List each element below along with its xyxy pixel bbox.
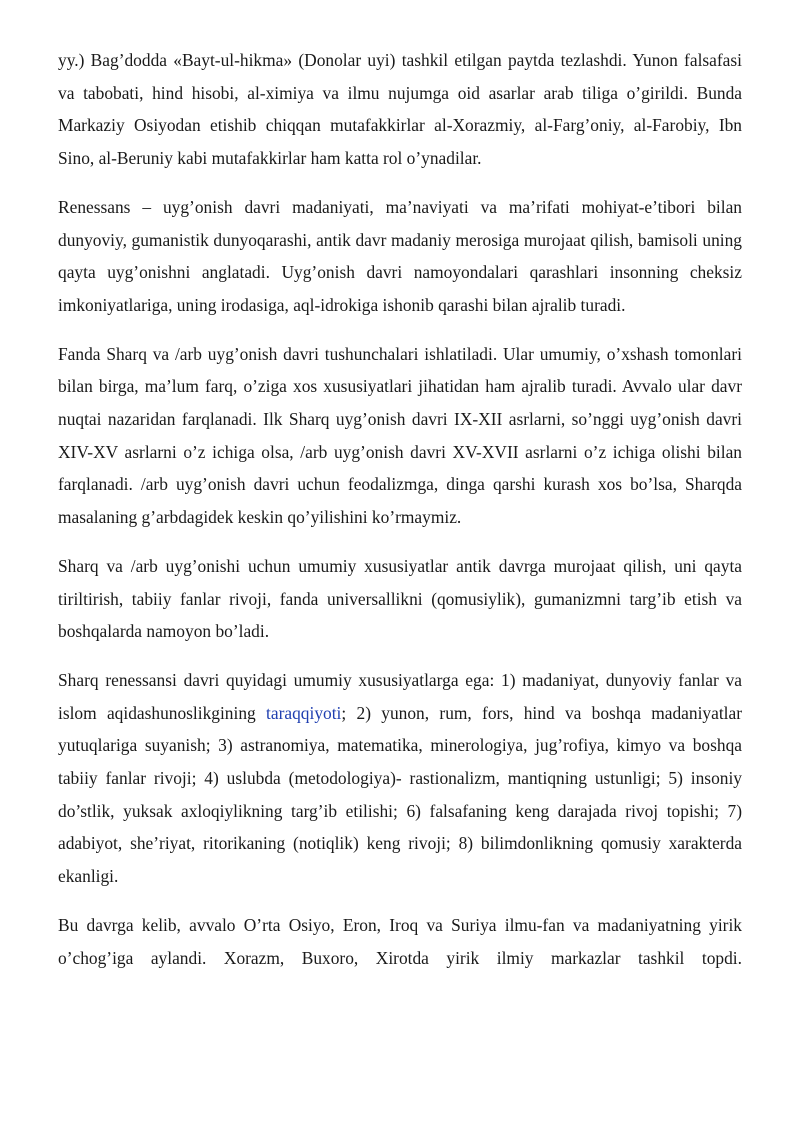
taraqqiyoti-link[interactable]: taraqqiyoti [266, 702, 342, 723]
paragraph-scientific-centers: Bu davrga kelib, avvalo O’rta Osiyo, Eron, Iroq va Suriya ilmu-fan va madaniyatning yirik o’chog’iga aylandi. Xorazm, Buxoro, Xirotda yirik ilmiy markazlar tashkil topdi. [58, 914, 742, 968]
paragraph-east-west-renaissance: Fanda Sharq va /arb uyg’onish davri tushunchalari ishlatiladi. Ular umumiy, o’xshash tomonlari bilan birga, ma’lum farq, o’ziga xos xususiyatlari jihatidan ham ajralib turadi. Avvalo ular davr nuqtai nazaridan farqlanadi. Ilk Sharq uyg’onish davri IX-XII asrlarni, so’nggi uyg’onish davri XIV-XV asrlarni o’z ichiga olsa, /arb uyg’onish davri XV-XVII asrlarni o’z ichiga olishi bilan farqlanadi. /arb uyg’onish davri uchun feodalizmga, dinga qarshi kurash xos bo’lsa, Sharqda masalaning g’arbdagidek keskin qo’yilishini ko’rmaymiz. [58, 343, 742, 528]
paragraph-common-features: Sharq va /arb uyg’onishi uchun umumiy xususiyatlar antik davrga murojaat qilish, uni qayta tiriltirish, tabiiy fanlar rivoji, fanda universallikni (qomusiylik), gumanizmni targ’ib etish va boshqalarda namoyon bo’ladi. [58, 555, 742, 642]
paragraph-text-before-link: Sharq renessansi davri quyidagi umumiy xususiyatlarga ega: 1) madaniyat, dunyoviy fanlar va islom aqidashunoslikgining [58, 669, 742, 723]
paragraph-renessans-definition: Renessans – uyg’onish davri madaniyati, ma’naviyati va ma’rifati mohiyat-e’tibori bilan dunyoviy, gumanistik dunyoqarashi, antik davr madaniy merosiga murojaat qilish, bamisoli uning qayta uyg’onishni anglatadi. Uyg’onish davri namoyondalari qarashlari insonning cheksiz imkoniyatlariga, uning irodasiga, aql-idrokiga ishonib qarashi bilan ajralib turadi. [58, 196, 742, 315]
paragraph-bayt-ul-hikma: yy.) Bag’dodda «Bayt-ul-hikma» (Donolar uyi) tashkil etilgan paytda tezlashdi. Yunon falsafasi va tabobati, hind hisobi, al-ximiya va ilmu nujumga oid asarlar arab tiliga o’girildi. Bunda Markaziy Osiyodan etishib chiqqan mutafakkirlar al-Xorazmiy, al-Farg’oniy, al-Farobiy, Ibn Sino, al-Beruniy kabi mutafakkirlar ham katta rol o’ynadilar. [58, 50, 742, 169]
document-page [58, 44, 742, 990]
paragraph-eastern-renaissance-features [58, 664, 742, 893]
paragraph-text-after-link: ; 2) yunon, rum, fors, hind va boshqa madaniyatlar yutuqlariga suyanish; 3) astranomiya, matematika, minerologiya, jug’rofiya, kimyo va boshqa tabiiy fanlar rivoji; 4) uslubda (metodologiya)- rastionalizm, mantiqning ustunligi; 5) insoniy do’stlik, yuksak axloqiylikning targ’ib etilishi; 6) falsafaning keng darajada rivoj topishi; 7) adabiyot, she’riyat, ritorikaning (notiqlik) keng rivoji; 8) bilimdonlikning qomusiy xarakterda ekanligi. [58, 702, 742, 887]
